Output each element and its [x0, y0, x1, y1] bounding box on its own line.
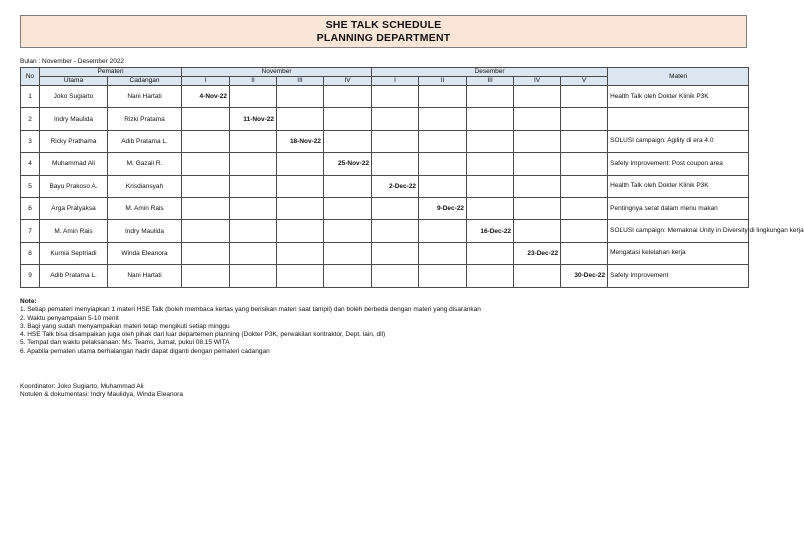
cell-week-date — [467, 153, 514, 175]
cell-week-date — [372, 108, 419, 130]
cell-week-date: 23-Dec-22 — [514, 242, 561, 264]
cell-week-date — [514, 175, 561, 197]
cell-week-date: 25-Nov-22 — [324, 153, 372, 175]
note-item: 5. Tempat dan waktu pelaksanaan: Ms. Teams, Jumat, pukul 08.15 WITA — [20, 339, 230, 347]
cell-week-date: 18-Nov-22 — [277, 130, 324, 152]
cell-cadangan: Nani Hartati — [108, 86, 182, 108]
header-week-nov-1: I — [182, 77, 230, 86]
cell-week-date — [277, 108, 324, 130]
cell-week-date: 4-Nov-22 — [182, 86, 230, 108]
cell-no: 9 — [21, 265, 40, 287]
cell-week-date: 11-Nov-22 — [230, 108, 277, 130]
cell-week-date — [419, 86, 467, 108]
schedule-table — [20, 67, 804, 288]
cell-week-date — [182, 197, 230, 219]
cell-week-date — [277, 175, 324, 197]
cell-week-date — [277, 242, 324, 264]
cell-week-date — [230, 86, 277, 108]
header-week-des-5: V — [561, 77, 608, 86]
cell-materi: Health Talk oleh Dokter Klinik P3K — [608, 86, 749, 108]
cell-no: 3 — [21, 130, 40, 152]
table-row — [21, 265, 749, 287]
cell-week-date — [182, 242, 230, 264]
cell-week-date — [561, 242, 608, 264]
cell-week-date — [467, 197, 514, 219]
cell-week-date: 2-Dec-22 — [372, 175, 419, 197]
cell-week-date — [182, 130, 230, 152]
header-week-nov-2: II — [230, 77, 277, 86]
cell-no: 8 — [21, 242, 40, 264]
note-item: 1. Setiap pemateri menyiapkan 1 materi HSE Talk (boleh membaca kertas yang berisikan materi saat tampil) dan boleh berbeda dengan materi yang disarankan — [20, 306, 481, 314]
coordinator-text: Koordinator: Joko Sugiarto, Muhammad Ali — [20, 383, 144, 390]
cell-week-date — [324, 242, 372, 264]
cell-week-date — [372, 265, 419, 287]
notulen-text: Notulen & dokumentasi: Indry Maulidya, Winda Eleanora — [20, 391, 183, 399]
cell-week-date — [419, 130, 467, 152]
header-week-des-4: IV — [514, 77, 561, 86]
cell-week-date — [372, 242, 419, 264]
cell-week-date — [514, 153, 561, 175]
period-label: Bulan : November - Desember 2022 — [20, 58, 125, 65]
table-row — [21, 242, 749, 264]
cell-week-date — [419, 153, 467, 175]
cell-week-date — [182, 153, 230, 175]
cell-week-date — [561, 86, 608, 108]
cell-week-date — [561, 197, 608, 219]
cell-week-date — [230, 242, 277, 264]
cell-no: 2 — [21, 108, 40, 130]
cell-week-date — [182, 108, 230, 130]
cell-week-date: 16-Dec-22 — [467, 220, 514, 242]
cell-no: 5 — [21, 175, 40, 197]
cell-week-date — [467, 86, 514, 108]
header-week-des-3: III — [467, 77, 514, 86]
cell-week-date — [277, 197, 324, 219]
cell-week-date — [372, 86, 419, 108]
cell-week-date — [277, 220, 324, 242]
table-row — [21, 86, 749, 108]
cell-week-date — [230, 265, 277, 287]
cell-utama: Muhammad Ali — [40, 153, 108, 175]
cell-week-date — [230, 153, 277, 175]
cell-cadangan: Adib Pratama L. — [108, 130, 182, 152]
cell-utama: Kurnia Septriadi — [40, 242, 108, 264]
cell-week-date — [514, 130, 561, 152]
cell-week-date — [324, 86, 372, 108]
cell-cadangan: Indry Maulida — [108, 220, 182, 242]
cell-week-date — [514, 197, 561, 219]
cell-week-date — [419, 175, 467, 197]
cell-week-date — [230, 197, 277, 219]
cell-utama: Bayu Prakoso A. — [40, 175, 108, 197]
cell-week-date — [514, 86, 561, 108]
cell-week-date — [324, 175, 372, 197]
cell-week-date — [182, 220, 230, 242]
table-row — [21, 130, 749, 152]
cell-cadangan: Rizki Pratama — [108, 108, 182, 130]
cell-utama: M. Amin Rais — [40, 220, 108, 242]
note-item: 3. Bagi yang sudah menyampaikan materi tetap mengikuti setiap minggu — [20, 322, 230, 330]
note-item: 6. Apabila pemateri utama berhalangan hadir dapat diganti dengan pemateri cadangan — [20, 347, 270, 355]
cell-week-date — [467, 130, 514, 152]
cell-materi — [608, 108, 749, 130]
table-header — [21, 68, 749, 86]
schedule-title: SHE TALK SCHEDULE — [325, 18, 442, 31]
notes-section — [20, 298, 481, 356]
cell-week-date — [324, 265, 372, 287]
table-row — [21, 220, 749, 242]
cell-materi: Health Talk oleh Dokter Klinik P3K — [608, 175, 749, 197]
cell-week-date — [324, 220, 372, 242]
table-row — [21, 175, 749, 197]
cell-utama: Joko Sugiarto — [40, 86, 108, 108]
cell-week-date — [372, 153, 419, 175]
cell-materi: Mengatasi kelelahan kerja — [608, 242, 749, 264]
cell-cadangan: Krisdiansyah — [108, 175, 182, 197]
cell-materi: Safety Improvement: Post coupon area — [608, 153, 749, 175]
cell-week-date — [419, 108, 467, 130]
cell-utama: Ricky Prathama — [40, 130, 108, 152]
header-week-des-1: I — [372, 77, 419, 86]
note-item: 4. HSE Talk bisa disampaikan juga oleh pihak dari luar departemen planning (Dokter P3K, perwakilan kontraktor, Dept. lain, dll) — [20, 331, 386, 339]
table-row — [21, 153, 749, 175]
note-item: 2. Waktu penyampaian 5-10 menit — [20, 314, 119, 322]
cell-week-date — [372, 220, 419, 242]
cell-week-date — [230, 220, 277, 242]
cell-week-date — [277, 153, 324, 175]
cell-week-date — [514, 220, 561, 242]
cell-week-date — [561, 130, 608, 152]
cell-week-date — [561, 108, 608, 130]
footer-section — [20, 383, 183, 400]
header-no: No — [21, 68, 40, 86]
cell-week-date — [182, 175, 230, 197]
cell-week-date — [514, 265, 561, 287]
cell-cadangan: M. Amin Rais — [108, 197, 182, 219]
cell-no: 1 — [21, 86, 40, 108]
schedule-title-box — [20, 15, 747, 48]
department-title: PLANNING DEPARTMENT — [316, 31, 451, 44]
notes-heading: Note: — [20, 298, 37, 305]
cell-materi: Pentingnya serat dalam menu makan — [608, 197, 749, 219]
header-materi: Materi — [608, 68, 749, 86]
cell-week-date — [561, 153, 608, 175]
cell-week-date — [182, 265, 230, 287]
table-row — [21, 108, 749, 130]
cell-materi: Safety Improvement — [608, 265, 749, 287]
header-cadangan: Cadangan — [108, 77, 182, 86]
cell-cadangan: Winda Eleanora — [108, 242, 182, 264]
cell-week-date — [372, 197, 419, 219]
header-week-des-2: II — [419, 77, 467, 86]
header-pemateri: Pemateri — [40, 68, 182, 77]
cell-week-date — [419, 220, 467, 242]
cell-week-date — [419, 242, 467, 264]
cell-week-date — [467, 175, 514, 197]
cell-utama: Adib Pratama L. — [40, 265, 108, 287]
cell-week-date — [467, 108, 514, 130]
cell-materi: SOLUSI campaign: Agility di era 4.0 — [608, 130, 749, 152]
cell-week-date: 30-Dec-22 — [561, 265, 608, 287]
header-week-nov-4: IV — [324, 77, 372, 86]
cell-week-date — [467, 242, 514, 264]
cell-week-date — [324, 197, 372, 219]
header-week-nov-3: III — [277, 77, 324, 86]
cell-cadangan: M. Gazali R. — [108, 153, 182, 175]
cell-utama: Indry Maulida — [40, 108, 108, 130]
cell-week-date — [372, 130, 419, 152]
cell-week-date — [324, 130, 372, 152]
cell-week-date — [419, 265, 467, 287]
cell-week-date — [230, 130, 277, 152]
cell-no: 7 — [21, 220, 40, 242]
header-month-desember: Desember — [372, 68, 608, 77]
cell-materi: SOLUSI campaign: Memaknai Unity in Diversity di lingkungan kerja — [608, 220, 749, 242]
cell-week-date — [467, 265, 514, 287]
cell-no: 6 — [21, 197, 40, 219]
cell-week-date — [324, 108, 372, 130]
header-utama: Utama — [40, 77, 108, 86]
cell-cadangan: Nani Hartati — [108, 265, 182, 287]
cell-week-date — [277, 86, 324, 108]
table-body — [21, 86, 804, 288]
cell-week-date: 9-Dec-22 — [419, 197, 467, 219]
cell-week-date — [561, 220, 608, 242]
header-month-november: November — [182, 68, 372, 77]
table-row — [21, 197, 749, 219]
cell-week-date — [277, 265, 324, 287]
cell-week-date — [230, 175, 277, 197]
cell-week-date — [514, 108, 561, 130]
cell-no: 4 — [21, 153, 40, 175]
cell-utama: Arga Pratyaksa — [40, 197, 108, 219]
cell-week-date — [561, 175, 608, 197]
